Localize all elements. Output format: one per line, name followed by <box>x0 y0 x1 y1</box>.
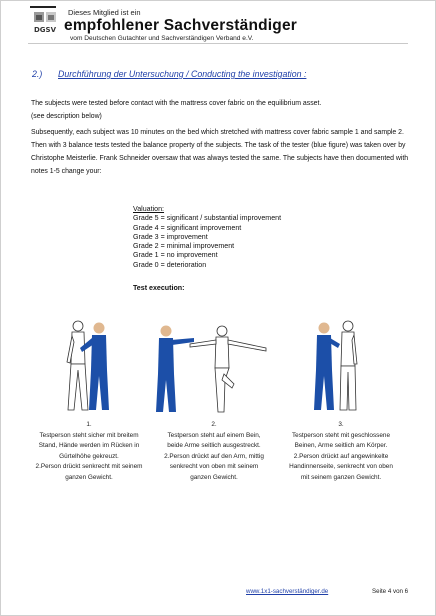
dgsv-logo <box>30 8 60 38</box>
caption-line: Testperson steht mit geschlossene <box>291 431 391 439</box>
footer-website-link[interactable]: www.1x1-sachverständiger.de <box>246 588 329 595</box>
grade-item: Grade 2 = minimal improvement <box>133 242 235 251</box>
header-divider <box>28 43 408 44</box>
grade-item: Grade 3 = improvement <box>133 232 208 241</box>
caption-line: senkrecht von oben mit seinem <box>169 463 259 470</box>
figure-1-number: 1. <box>86 421 92 428</box>
valuation-title: Valuation: <box>133 205 165 213</box>
paragraph-intro: The subjects were tested before contact with the mattress cover fabric on the equilibrium asset. <box>31 100 322 107</box>
caption-line: 2.Person drückt senkrecht mit seinem <box>35 463 143 470</box>
grade-item: Grade 0 = deterioration <box>133 260 207 269</box>
section-title-text: Durchführung der Untersuchung / Conducting the investigation : <box>58 69 307 79</box>
subject-figure-1 <box>67 321 88 410</box>
paragraph-see-below: (see description below) <box>31 113 102 120</box>
caption-line: mit seinem ganzen Gewicht. <box>300 473 382 481</box>
figure-2-illustration <box>150 322 272 414</box>
paragraph-procedure: Subsequently, each subject was 10 minutes on the bed which stretched with mattress cover fabric sample 1 and sample 2. Then with 3 balance tests tested the balance property of the subjects. The task of the tester (blue figure) was taken over by Christophe Meisterlie. Frank Schneider oversaw that was always tested the same. The subjects have then documented with notes 1-5 change your: <box>31 129 409 175</box>
figure-3-illustration <box>306 318 368 414</box>
logo-text: DGSV <box>33 26 57 34</box>
tester-figure-2 <box>156 326 194 413</box>
figure-1-illustration <box>58 318 120 414</box>
figure-2-number: 2. <box>211 421 217 428</box>
subject-figure-3 <box>340 321 357 410</box>
caption-line: 2.Person drückt auf angewinkelte <box>293 452 389 460</box>
caption-line: beide Arme seitlich ausgestreckt. <box>167 442 261 449</box>
grade-item: Grade 5 = significant / substantial improvement <box>133 214 282 223</box>
caption-line: Gürtelhöhe gekreuzt. <box>59 452 119 460</box>
header-association: vom Deutschen Gutachter und Sachverständigen Verband e.V. <box>70 35 254 42</box>
caption-line: 2.Person drückt auf den Arm, mittig <box>164 452 264 460</box>
header-member-line: Dieses Mitglied ist ein <box>68 8 141 17</box>
figure-2-caption <box>150 420 278 483</box>
figure-3-number: 3. <box>338 421 344 428</box>
figure-1-caption <box>30 420 148 483</box>
valuation-block <box>133 205 281 270</box>
caption-line: ganzen Gewicht. <box>65 473 113 481</box>
section-title <box>32 69 306 79</box>
test-execution-heading: Test execution: <box>133 284 185 292</box>
caption-line: Stand, Hände werden im Rücken in <box>38 442 140 449</box>
grade-item: Grade 1 = no improvement <box>133 251 218 260</box>
header-title: empfohlener Sachverständiger <box>64 17 298 34</box>
caption-line: Beinen, Arme seitlich am Körper. <box>294 442 388 449</box>
caption-line: ganzen Gewicht. <box>190 473 238 481</box>
section-number: 2.) <box>32 69 43 79</box>
caption-line: Testperson steht sicher mit breitem <box>39 431 139 439</box>
caption-line: Testperson steht auf einem Bein, <box>167 431 261 439</box>
subject-figure-2 <box>190 326 266 412</box>
footer-page-number: Seite 4 von 6 <box>372 588 409 595</box>
tester-figure-3 <box>314 323 340 411</box>
figure-3-caption <box>282 420 400 483</box>
caption-line: Handinnenseite, senkrecht von oben <box>289 463 393 470</box>
grade-item: Grade 4 = significant improvement <box>133 223 242 232</box>
